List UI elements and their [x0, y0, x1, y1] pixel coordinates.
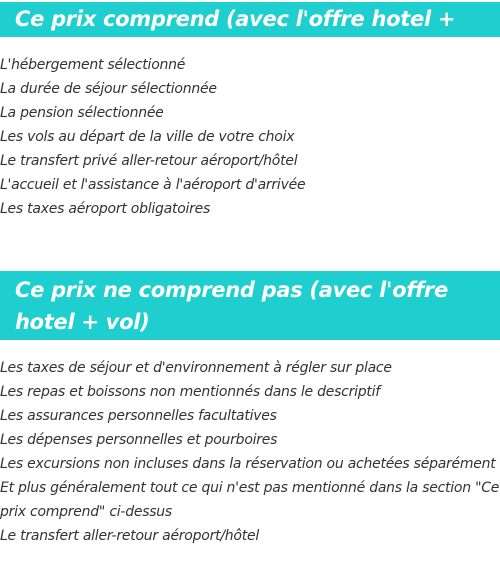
included-item-duration: La durée de séjour sélectionnée	[0, 81, 217, 97]
included-list	[0, 53, 500, 221]
included-item-welcome-assistance: L'accueil et l'assistance à l'aéroport d'arrivée	[0, 177, 306, 193]
excluded-item-meals-drinks: Les repas et boissons non mentionnés dans le descriptif	[0, 384, 380, 400]
included-item-accommodation: L'hébergement sélectionné	[0, 57, 186, 73]
excluded-item-transfer: Le transfert aller-retour aéroport/hôtel	[0, 528, 259, 544]
excluded-item-general: Et plus généralement tout ce qui n'est pas mentionné dans la section "Ce prix comprend" ci-dessus	[0, 480, 500, 520]
included-item-private-transfer: Le transfert privé aller-retour aéroport/hôtel	[0, 153, 298, 169]
included-item-flights: Les vols au départ de la ville de votre choix	[0, 129, 295, 145]
excluded-item-excursions: Les excursions non incluses dans la réservation ou achetées séparément	[0, 456, 496, 472]
included-item-board: La pension sélectionnée	[0, 105, 164, 121]
excluded-list	[0, 356, 500, 548]
included-section-title: Ce prix comprend (avec l'offre hotel + vol)	[0, 2, 500, 37]
excluded-item-insurance: Les assurances personnelles facultatives	[0, 408, 277, 424]
excluded-item-personal-expenses: Les dépenses personnelles et pourboires	[0, 432, 278, 448]
excluded-item-tourist-tax: Les taxes de séjour et d'environnement à régler sur place	[0, 360, 392, 376]
included-item-airport-taxes: Les taxes aéroport obligatoires	[0, 201, 211, 217]
excluded-section-title: Ce prix ne comprend pas (avec l'offre hotel + vol)	[0, 271, 500, 340]
